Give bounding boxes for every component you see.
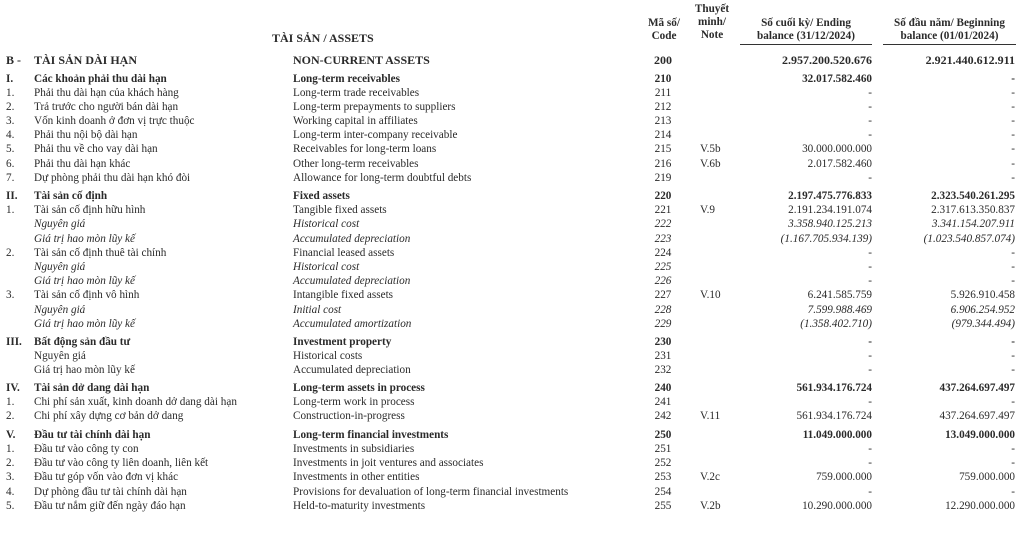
page-title: TÀI SẢN / ASSETS [272, 31, 374, 45]
row-label-english: Other long-term receivables [293, 158, 419, 170]
row-beginning-balance: 12.290.000.000 [945, 500, 1015, 512]
row-note: V.6b [700, 158, 721, 170]
table-row [0, 428, 1032, 442]
row-label-english: Long-term trade receivables [293, 87, 420, 99]
row-label-vietnamese: Phải thu nội bộ dài hạn [34, 129, 138, 141]
table-row [0, 114, 1032, 128]
row-index: I. [6, 73, 14, 85]
row-beginning-balance: 3.341.154.207.911 [931, 218, 1015, 230]
row-ending-balance: 2.957.200.520.676 [782, 53, 872, 67]
row-label-vietnamese: Nguyên giá [34, 218, 86, 230]
row-index: 7. [6, 172, 15, 184]
row-label-vietnamese: Bất động sản đầu tư [34, 336, 131, 348]
row-label-vietnamese: Tài sản dở dang dài hạn [34, 382, 150, 394]
row-code: 212 [654, 101, 672, 113]
row-beginning-balance: - [1011, 115, 1015, 127]
row-label-english: Accumulated amortization [293, 318, 412, 330]
row-code: 251 [654, 443, 672, 455]
table-row [0, 485, 1032, 499]
row-code: 241 [654, 396, 672, 408]
row-code: 223 [654, 233, 672, 245]
row-ending-balance: 561.934.176.724 [796, 382, 872, 394]
row-beginning-balance: (979.344.494) [951, 318, 1015, 330]
row-beginning-balance: - [1011, 457, 1015, 469]
row-index: 3. [6, 471, 15, 483]
row-label-english: Working capital in affiliates [293, 115, 418, 127]
row-ending-balance: 2.191.234.191.074 [788, 204, 872, 216]
row-beginning-balance: - [1011, 73, 1015, 85]
row-beginning-balance: 13.049.000.000 [945, 429, 1015, 441]
row-label-vietnamese: Tài sản cố định vô hình [34, 289, 140, 301]
row-label-english: Long-term prepayments to suppliers [293, 101, 456, 113]
beginning-header-line: Số đầu năm/ Beginning [894, 17, 1005, 29]
table-row [0, 217, 1032, 231]
row-code: 255 [654, 500, 672, 512]
ending-header-line: balance (31/12/2024) [757, 30, 855, 42]
row-label-english: Accumulated depreciation [293, 364, 411, 376]
row-beginning-balance: - [1011, 158, 1015, 170]
row-code: 252 [654, 457, 672, 469]
row-code: 213 [654, 115, 672, 127]
table-row [0, 288, 1032, 302]
code-header-line: Mã số/ [647, 17, 680, 29]
row-beginning-balance: - [1011, 143, 1015, 155]
row-code: 242 [654, 410, 672, 422]
row-label-vietnamese: Đầu tư vào công ty liên doanh, liên kết [34, 457, 209, 469]
row-beginning-balance: (1.023.540.857.074) [923, 233, 1015, 245]
row-label-english: Historical cost [293, 261, 360, 273]
row-index: B - [6, 53, 21, 67]
ending-header-line: Số cuối kỳ/ Ending [761, 17, 851, 29]
row-label-vietnamese: Giá trị hao mòn lũy kế [34, 275, 135, 287]
row-beginning-balance: 5.926.910.458 [950, 289, 1015, 301]
row-code: 216 [654, 158, 672, 170]
row-ending-balance: - [868, 261, 872, 273]
table-row [0, 395, 1032, 409]
row-index: 2. [6, 457, 15, 469]
row-label-vietnamese: Tài sản cố định thuê tài chính [34, 247, 167, 259]
row-index: 4. [6, 129, 15, 141]
row-label-english: Investments in joit ventures and associates [293, 457, 484, 469]
row-index: 1. [6, 87, 15, 99]
table-row [0, 499, 1032, 513]
row-index: 5. [6, 143, 15, 155]
row-index: 4. [6, 486, 15, 498]
row-index: 6. [6, 158, 15, 170]
table-row [0, 274, 1032, 288]
row-ending-balance: (1.167.705.934.139) [780, 233, 872, 245]
table-row [0, 128, 1032, 142]
row-label-vietnamese: Dự phòng phải thu dài hạn khó đòi [34, 172, 191, 184]
row-note: V.9 [700, 204, 716, 216]
row-note: V.2b [700, 500, 721, 512]
row-label-vietnamese: TÀI SẢN DÀI HẠN [34, 53, 138, 67]
row-label-vietnamese: Chi phí xây dựng cơ bản dở dang [34, 410, 184, 422]
row-label-english: Initial cost [293, 304, 342, 316]
row-label-english: Provisions for devaluation of long-term financial investments [293, 486, 569, 498]
note-header-line: minh/ [698, 16, 726, 28]
row-beginning-balance: 437.264.697.497 [939, 410, 1015, 422]
row-label-english: Long-term inter-company receivable [293, 129, 458, 141]
row-code: 215 [654, 143, 672, 155]
row-label-english: Long-term work in process [293, 396, 415, 408]
row-label-english: Investments in subsidiaries [293, 443, 415, 455]
row-label-english: Long-term assets in process [293, 382, 425, 394]
row-label-english: Construction-in-progress [293, 410, 405, 422]
table-row [0, 86, 1032, 100]
row-ending-balance: 2.017.582.460 [807, 158, 872, 170]
row-label-english: Historical cost [293, 218, 360, 230]
row-ending-balance: 32.017.582.460 [802, 73, 872, 85]
row-index: 2. [6, 247, 15, 259]
row-code: 230 [654, 336, 672, 348]
table-row [0, 100, 1032, 114]
row-ending-balance: - [868, 129, 872, 141]
row-label-english: Tangible fixed assets [293, 204, 387, 216]
row-ending-balance: 759.000.000 [816, 471, 872, 483]
table-row [0, 409, 1032, 423]
row-ending-balance: - [868, 486, 872, 498]
row-beginning-balance: - [1011, 101, 1015, 113]
row-label-vietnamese: Giá trị hao mòn lũy kế [34, 364, 135, 376]
row-code: 227 [654, 289, 672, 301]
table-row [0, 349, 1032, 363]
table-row [0, 232, 1032, 246]
row-index: IV. [6, 382, 20, 394]
row-index: 1. [6, 204, 15, 216]
row-code: 250 [654, 429, 672, 441]
table-row [0, 260, 1032, 274]
row-label-english: Intangible fixed assets [293, 289, 394, 301]
row-label-english: Receivables for long-term loans [293, 143, 437, 155]
row-code: 214 [654, 129, 672, 141]
row-ending-balance: 561.934.176.724 [796, 410, 872, 422]
row-index: III. [6, 336, 22, 348]
table-row [0, 189, 1032, 203]
row-beginning-balance: - [1011, 443, 1015, 455]
row-label-english: Accumulated depreciation [293, 233, 411, 245]
row-ending-balance: 11.049.000.000 [802, 429, 872, 441]
row-beginning-balance: - [1011, 247, 1015, 259]
row-label-vietnamese: Nguyên giá [34, 350, 86, 362]
row-beginning-balance: - [1011, 364, 1015, 376]
row-ending-balance: - [868, 247, 872, 259]
table-row [0, 363, 1032, 377]
row-label-vietnamese: Nguyên giá [34, 304, 86, 316]
row-code: 211 [654, 87, 672, 99]
row-label-vietnamese: Dự phòng đầu tư tài chính dài hạn [34, 486, 187, 498]
row-code: 220 [654, 190, 672, 202]
row-ending-balance: - [868, 364, 872, 376]
note-header-line: Thuyết [694, 3, 730, 15]
row-index: 3. [6, 289, 15, 301]
note-column-header [690, 3, 734, 42]
row-ending-balance: - [868, 275, 872, 287]
table-row [0, 470, 1032, 484]
row-index: V. [6, 429, 16, 441]
row-code: 232 [654, 364, 672, 376]
row-ending-balance: - [868, 172, 872, 184]
beginning-balance-column-header [883, 17, 1016, 45]
row-ending-balance: 7.599.988.469 [807, 304, 872, 316]
row-index: 1. [6, 396, 15, 408]
row-index: 2. [6, 410, 15, 422]
row-label-vietnamese: Phải thu về cho vay dài hạn [34, 143, 158, 155]
row-label-vietnamese: Phải thu dài hạn khác [34, 158, 131, 170]
row-label-english: Investment property [293, 336, 392, 348]
table-row [0, 142, 1032, 156]
row-beginning-balance: 2.921.440.612.911 [925, 53, 1015, 67]
row-ending-balance: - [868, 350, 872, 362]
row-label-vietnamese: Phải thu dài hạn của khách hàng [34, 87, 179, 99]
row-ending-balance: 30.000.000.000 [802, 143, 872, 155]
row-beginning-balance: 437.264.697.497 [939, 382, 1015, 394]
row-beginning-balance: - [1011, 486, 1015, 498]
row-code: 231 [654, 350, 672, 362]
row-ending-balance: - [868, 396, 872, 408]
row-label-vietnamese: Trả trước cho người bán dài hạn [34, 101, 179, 113]
row-beginning-balance: - [1011, 275, 1015, 287]
row-note: V.2c [700, 471, 720, 483]
row-code: 240 [654, 382, 672, 394]
row-label-english: Fixed assets [293, 190, 350, 202]
row-label-english: Allowance for long-term doubtful debts [293, 172, 472, 184]
row-beginning-balance: - [1011, 396, 1015, 408]
row-ending-balance: - [868, 336, 872, 348]
row-index: 5. [6, 500, 15, 512]
row-label-vietnamese: Giá trị hao mòn lũy kế [34, 318, 135, 330]
row-label-english: Long-term financial investments [293, 429, 449, 441]
row-ending-balance: 10.290.000.000 [802, 500, 872, 512]
table-row [0, 171, 1032, 185]
row-code: 225 [654, 261, 672, 273]
row-ending-balance: - [868, 87, 872, 99]
table-row [0, 157, 1032, 171]
row-beginning-balance: - [1011, 350, 1015, 362]
row-label-english: Historical costs [293, 350, 363, 362]
beginning-header-line: balance (01/01/2024) [900, 30, 999, 42]
row-label-vietnamese: Đầu tư vào công ty con [34, 443, 139, 455]
row-label-english: Investments in other entities [293, 471, 420, 483]
row-beginning-balance: - [1011, 261, 1015, 273]
row-code: 210 [654, 73, 672, 85]
row-label-vietnamese: Đầu tư góp vốn vào đơn vị khác [34, 471, 179, 483]
row-beginning-balance: - [1011, 87, 1015, 99]
table-row [0, 335, 1032, 349]
row-ending-balance: 6.241.585.759 [807, 289, 872, 301]
row-label-vietnamese: Các khoản phải thu dài hạn [34, 73, 167, 85]
row-label-vietnamese: Tài sản cố định hữu hình [34, 204, 146, 216]
row-code: 226 [654, 275, 672, 287]
row-code: 254 [654, 486, 672, 498]
row-beginning-balance: - [1011, 129, 1015, 141]
row-label-vietnamese: Đầu tư nắm giữ đến ngày đáo hạn [34, 500, 186, 512]
table-row [0, 246, 1032, 260]
ending-balance-column-header [740, 17, 872, 45]
row-ending-balance: - [868, 457, 872, 469]
row-beginning-balance: 2.317.613.350.837 [931, 204, 1015, 216]
row-code: 229 [654, 318, 672, 330]
row-label-vietnamese: Đầu tư tài chính dài hạn [34, 429, 151, 441]
row-label-english: Long-term receivables [293, 73, 400, 85]
row-beginning-balance: - [1011, 336, 1015, 348]
table-row [0, 381, 1032, 395]
row-beginning-balance: 2.323.540.261.295 [931, 190, 1015, 202]
row-beginning-balance: 6.906.254.952 [950, 304, 1015, 316]
row-index: 1. [6, 443, 15, 455]
note-header-line: Note [700, 29, 724, 41]
row-code: 200 [654, 53, 672, 67]
row-ending-balance: - [868, 101, 872, 113]
row-beginning-balance: - [1011, 172, 1015, 184]
table-row [0, 442, 1032, 456]
code-column-header [640, 17, 688, 43]
row-note: V.11 [700, 410, 721, 422]
row-label-vietnamese: Tài sản cố định [34, 190, 108, 202]
row-index: 3. [6, 115, 15, 127]
row-ending-balance: - [868, 115, 872, 127]
row-label-vietnamese: Chi phí sản xuất, kinh doanh dở dang dài hạn [34, 396, 237, 408]
row-label-vietnamese: Vốn kinh doanh ở đơn vị trực thuộc [34, 115, 195, 127]
table-row [0, 53, 1032, 67]
row-label-english: Financial leased assets [293, 247, 395, 259]
row-code: 253 [654, 471, 672, 483]
row-code: 224 [654, 247, 672, 259]
row-code: 219 [654, 172, 672, 184]
row-code: 221 [654, 204, 672, 216]
row-label-vietnamese: Giá trị hao mòn lũy kế [34, 233, 135, 245]
row-label-english: Accumulated depreciation [293, 275, 411, 287]
row-ending-balance: - [868, 443, 872, 455]
row-index: 2. [6, 101, 15, 113]
row-beginning-balance: 759.000.000 [959, 471, 1015, 483]
row-label-vietnamese: Nguyên giá [34, 261, 86, 273]
table-row [0, 72, 1032, 86]
row-label-english: NON-CURRENT ASSETS [293, 53, 430, 67]
row-note: V.10 [700, 289, 721, 301]
row-ending-balance: (1.358.402.710) [800, 318, 872, 330]
row-ending-balance: 3.358.940.125.213 [788, 218, 872, 230]
table-row [0, 317, 1032, 331]
code-header-line: Code [651, 30, 677, 42]
table-row [0, 203, 1032, 217]
row-index: II. [6, 190, 18, 202]
table-row [0, 303, 1032, 317]
table-row [0, 456, 1032, 470]
row-label-english: Held-to-maturity investments [293, 500, 426, 512]
row-code: 222 [654, 218, 672, 230]
row-code: 228 [654, 304, 672, 316]
row-ending-balance: 2.197.475.776.833 [788, 190, 872, 202]
row-note: V.5b [700, 143, 721, 155]
